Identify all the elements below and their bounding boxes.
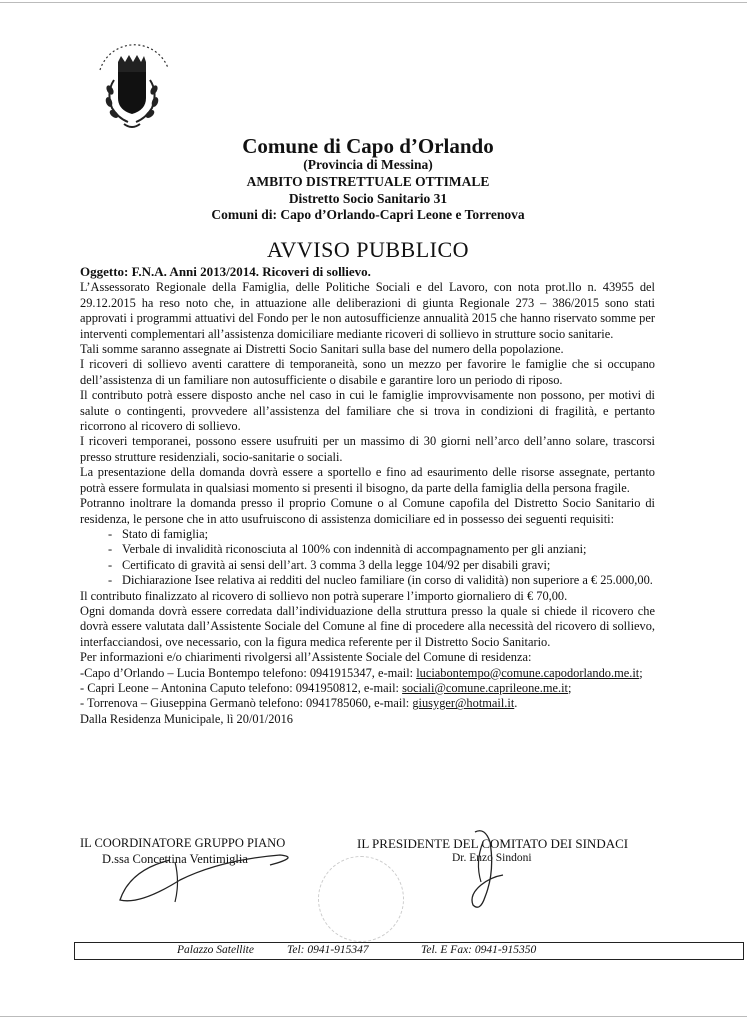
municipal-crest-icon (82, 40, 182, 145)
province-line: (Provincia di Messina) (303, 157, 433, 172)
email-link[interactable]: sociali@comune.caprileone.me.it (402, 680, 568, 695)
list-item: - Certificato di gravità ai sensi dell’art. 3 comma 3 della legge 104/92 per disabili gravi; (108, 558, 655, 573)
footer-fax: Tel. E Fax: 0941-915350 (421, 944, 537, 956)
footer-phone: Tel: 0941-915347 (287, 944, 369, 956)
right-signatory-role: IL PRESIDENTE DEL COMITATO DEI SINDACI (357, 836, 629, 851)
comuni-line: Comuni di: Capo d’Orlando-Capri Leone e Torrenova (211, 207, 525, 222)
contact-text: - Torrenova – Giuseppina Germanò telefono: 0941785060, e-mail: (80, 696, 413, 711)
scan-edge-top (0, 2, 747, 3)
subject-line: Oggetto: F.N.A. Anni 2013/2014. Ricoveri di sollievo. (80, 264, 371, 279)
paragraph: Il contributo finalizzato al ricovero di sollievo non potrà superare l’importo giornaliero di € 70,00. (80, 588, 568, 603)
notice-body (80, 264, 655, 727)
contact-suffix: . (514, 696, 518, 711)
paragraph: Il contributo potrà essere disposto anche nel caso in cui le famiglie improvvisamente non possono, per motivi di salute o contingenti, provvedere all’assistenza del familiare che si trova in condizioni di fragilità, e pertanto ricorrono al ricovero di sollievo. (80, 388, 655, 434)
list-item: - Verbale di invalidità riconosciuta al 100% con indennità di accompagnamento per gli anziani; (108, 542, 655, 557)
right-signatory-name: Dr. Enzo Sindoni (452, 852, 532, 864)
email-link[interactable]: giusyger@hotmail.it (412, 696, 515, 711)
footer-address: Palazzo Satellite (177, 944, 254, 956)
contact-line (80, 696, 655, 711)
handwritten-signature-right (455, 822, 515, 922)
contact-text: - Capri Leone – Antonina Caputo telefono: 0941950812, e-mail: (80, 680, 403, 695)
paragraph: Tali somme saranno assegnate ai Distretti Socio Sanitari sulla base del numero della popolazione. (80, 342, 564, 357)
paragraph: La presentazione della domanda dovrà essere a sportello e fino ad esaurimento delle risorse assegnate, pertanto potrà essere formulata in qualsiasi momento si presenti il bisogno, da parte della famiglia della persona fragile. (80, 465, 655, 495)
distretto-line: Distretto Socio Sanitario 31 (288, 191, 448, 206)
paragraph: Potranno inoltrare la domanda presso il proprio Comune o al Comune capofila del Distretto Socio Sanitario di residenza, le persone che in atto usufruiscono di assistenza domiciliare ed in possesso dei seguenti requisiti: (80, 496, 655, 526)
list-item: - Stato di famiglia; (108, 527, 655, 542)
official-stamp (318, 856, 404, 942)
requirements-list (80, 527, 655, 589)
date-line: Dalla Residenza Municipale, lì 20/01/2016 (80, 711, 294, 726)
comune-title: Comune di Capo d’Orlando (242, 134, 494, 158)
paragraph: I ricoveri temporanei, possono essere usufruiti per un massimo di 30 giorni nell’arco dell’anno solare, trascorsi presso strutture residenziali, socio-sanitarie o sociali. (80, 434, 655, 464)
contact-line (80, 681, 655, 696)
paragraph: Per informazioni e/o chiarimenti rivolgersi all’Assistente Sociale del Comune di residenza: (80, 650, 532, 665)
paragraph: Ogni domanda dovrà essere corredata dall’individuazione della struttura presso la quale si chiede il ricovero che dovrà essere valutata dall’Assistente Sociale del Comune al fine di procedere alla necessità del ricovero di sollievo, interfacciandosi, ove necessario, con la figura medica referente per il Distretto Socio Sanitario. (80, 603, 655, 649)
contact-suffix: ; (639, 665, 643, 680)
paragraph: L’Assessorato Regionale della Famiglia, delle Politiche Sociali e del Lavoro, con nota prot.llo n. 43955 del 29.12.2015 ha reso noto che, in attuazione alle deliberazioni di giunta Regionale 273 – 386/2015 sono stati approvati i programmi attuativi del Fondo per le non autosufficienze annualità 2015 che hanno riservato somme per interventi complementari all’assistenza domiciliare mediante ricoveri di sollievo in strutture socio sanitarie. (80, 280, 655, 341)
paragraph: I ricoveri di sollievo aventi carattere di temporaneità, sono un mezzo per favorire le famiglie che si occupano dell’assistenza di un familiare non autosufficiente o disabile e garantire loro un periodo di riposo. (80, 357, 655, 387)
contact-text: -Capo d’Orlando – Lucia Bontempo telefono: 0941915347, e-mail: (80, 665, 417, 680)
ambito-line: AMBITO DISTRETTUALE OTTIMALE (246, 174, 490, 189)
contact-line (80, 666, 655, 681)
footer-bar (74, 942, 744, 960)
list-item: - Dichiarazione Isee relativa ai redditi del nucleo familiare (in corso di validità) non superiore a € 25.000,00. (108, 573, 655, 588)
handwritten-signature-left (100, 832, 300, 912)
notice-heading: AVVISO PUBBLICO (266, 237, 470, 262)
scan-edge-bottom (0, 1016, 747, 1017)
left-signatory-name: D.ssa Concettina Ventimiglia (102, 852, 248, 866)
left-signatory-role: IL COORDINATORE GRUPPO PIANO (80, 836, 286, 850)
contact-suffix: ; (567, 680, 572, 695)
email-link[interactable]: luciabontempo@comune.capodorlando.me.it (416, 665, 640, 680)
